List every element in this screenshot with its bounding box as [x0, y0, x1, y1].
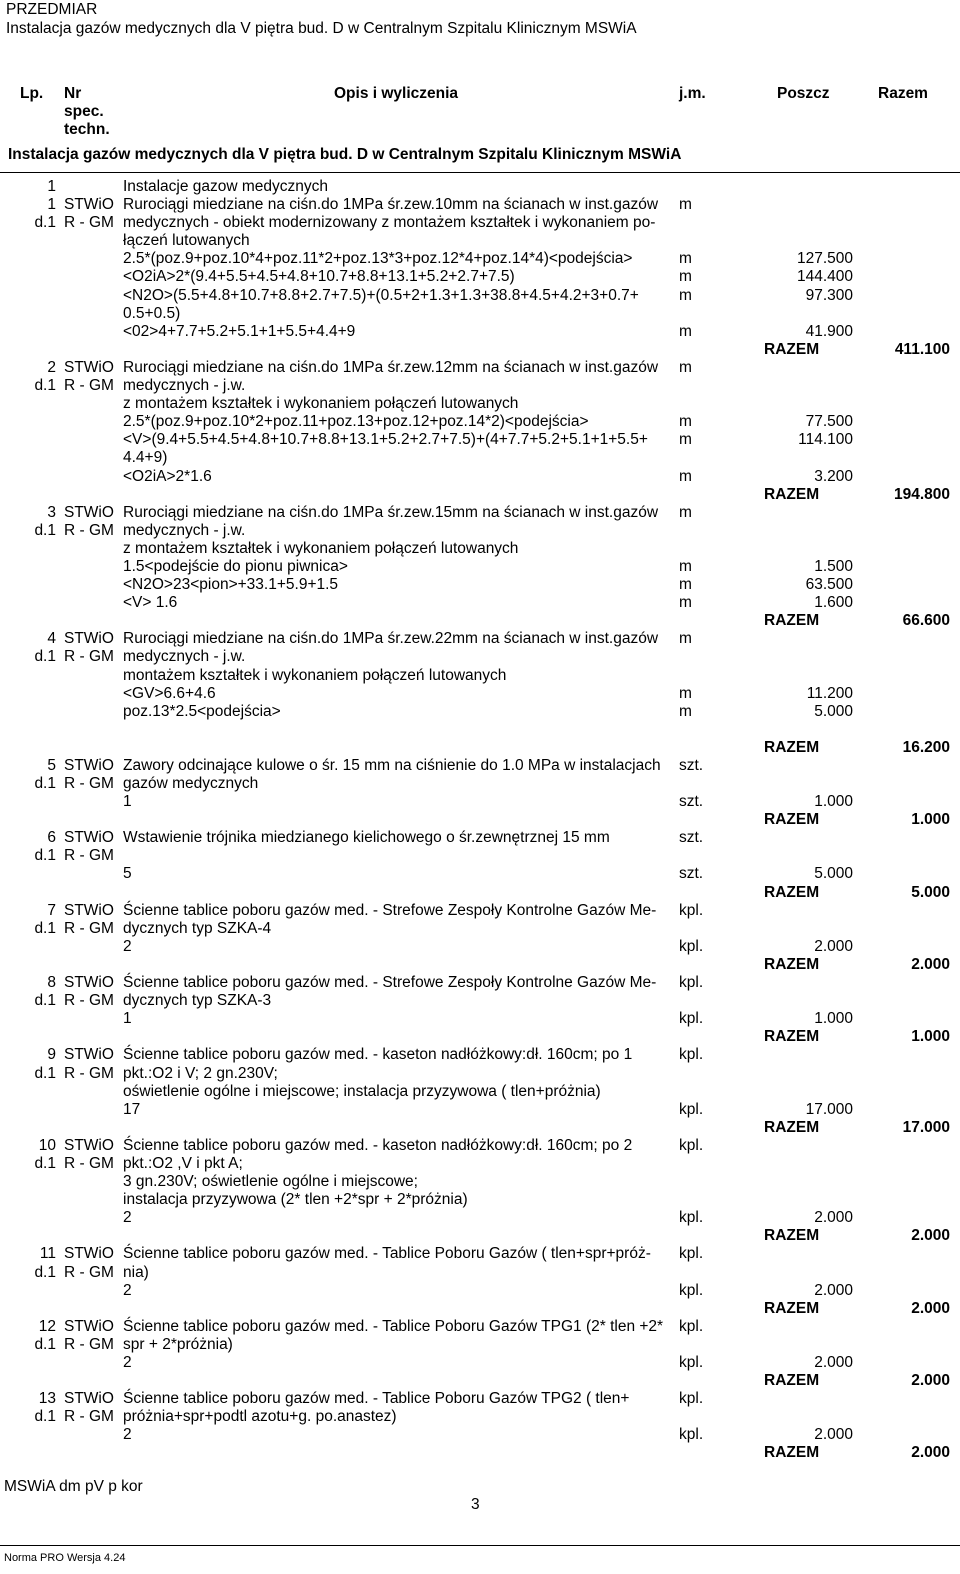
item-total-row: [0, 1444, 960, 1462]
item-number: 3: [47, 503, 56, 521]
item-description: Rurociągi miedziane na ciśn.do 1MPa śr.zew.22mm na ścianach w inst.gazów: [123, 630, 659, 648]
item-description: oświetlenie ogólne i miejscowe; instalacja przyzywowa ( tlen+próżnia): [123, 1082, 601, 1100]
item-description: nia): [123, 1263, 149, 1281]
item-number: 12: [38, 1317, 56, 1335]
item-description: gazów medycznych: [123, 775, 259, 792]
item-unit: kpl.: [679, 974, 704, 992]
item-description: <GV>6.6+4.6: [123, 684, 216, 702]
item-number: d.1: [34, 1064, 56, 1082]
item-total-label: RAZEM: [764, 811, 820, 829]
item-total-value: 2.000: [911, 1444, 950, 1462]
item-total-value: 194.800: [893, 485, 950, 503]
item-unit: kpl.: [679, 1426, 704, 1444]
item-block: [0, 504, 960, 631]
item-number: d.1: [34, 521, 56, 539]
item-line: [0, 757, 960, 775]
item-unit: szt.: [679, 829, 704, 847]
item-line: [0, 522, 960, 540]
item-number: d.1: [34, 919, 56, 937]
item-total-label: RAZEM: [764, 1372, 820, 1390]
item-line: [0, 250, 960, 268]
item-number: d.1: [34, 1154, 56, 1172]
item-total-value: 1.000: [911, 1028, 950, 1046]
item-quantity: 1.500: [814, 557, 853, 575]
item-line: [0, 468, 960, 486]
item-description: medycznych - j.w.: [123, 648, 246, 666]
item-quantity: 1.000: [814, 793, 853, 811]
item-quantity: 5.000: [814, 865, 853, 883]
software-version: Norma PRO Wersja 4.24: [4, 1552, 126, 1564]
item-spec-code: STWiO: [64, 1245, 114, 1263]
item-description: 2: [123, 1354, 132, 1371]
item-line: [0, 1046, 960, 1064]
item-line: [0, 1137, 960, 1155]
item-quantity: 2.000: [814, 1209, 853, 1227]
item-description: łączeń lutowanych: [123, 232, 250, 250]
item-total-row: [0, 1227, 960, 1245]
item-unit: m: [679, 594, 692, 612]
item-line: [0, 775, 960, 793]
item-total-row: [0, 1119, 960, 1137]
item-line: [0, 1245, 960, 1263]
item-number: 7: [47, 901, 56, 919]
item-line: [0, 232, 960, 250]
item-line: [0, 847, 960, 865]
item-total-row: [0, 341, 960, 359]
item-total-label: RAZEM: [764, 738, 820, 756]
item-line: [0, 1318, 960, 1336]
item-spec-code: STWiO: [64, 358, 114, 376]
item-number: 1: [47, 196, 56, 214]
item-number: 5: [47, 756, 56, 774]
item-block: [0, 1137, 960, 1246]
item-line: [0, 1282, 960, 1300]
item-description: pkt.:O2 i V; 2 gn.230V;: [123, 1064, 278, 1082]
item-total-row: [0, 486, 960, 504]
item-unit: m: [679, 250, 692, 268]
item-spec-code: STWiO: [64, 1136, 114, 1154]
item-description: medycznych - j.w.: [123, 377, 246, 395]
item-line: [0, 377, 960, 395]
item-block: [0, 974, 960, 1046]
item-description: 2: [123, 937, 132, 955]
item-number: 8: [47, 974, 56, 992]
item-total-label: RAZEM: [764, 340, 820, 358]
item-line: [0, 287, 960, 305]
item-line: [0, 902, 960, 920]
column-poszcz: Poszcz: [777, 85, 830, 102]
item-total-row: [0, 1372, 960, 1390]
item-total-value: 2.000: [911, 1299, 950, 1317]
item-number: 10: [38, 1136, 56, 1154]
item-line: [0, 413, 960, 431]
item-total-row: [0, 811, 960, 829]
item-spec-code: R - GM: [64, 1335, 114, 1353]
item-spec-code: STWiO: [64, 974, 114, 992]
column-opis: Opis i wyliczenia: [334, 85, 459, 102]
item-description: 3 gn.230V; oświetlenie ogólne i miejscowe;: [123, 1173, 418, 1191]
item-number: 6: [47, 829, 56, 847]
item-spec-code: R - GM: [64, 1408, 114, 1426]
item-description: Instalacje gazow medycznych: [123, 178, 329, 195]
item-description: 2.5*(poz.9+poz.10*2+poz.11+poz.13+poz.12+poz.14*2)<podejścia>: [123, 413, 589, 431]
item-description: 17: [123, 1100, 141, 1118]
item-description: <V>(9.4+5.5+4.5+4.8+10.7+8.8+13.1+5.2+2.7+7.5)+(4+7.7+5.2+5.1+1+5.5+: [123, 431, 648, 449]
item-description: Zawory odcinające kulowe o śr. 15 mm na ciśnienie do 1.0 MPa w instalacjach: [123, 756, 661, 774]
item-unit: m: [679, 503, 692, 521]
item-spec-code: STWiO: [64, 756, 114, 774]
item-line: [0, 431, 960, 449]
item-description: <N2O>(5.5+4.8+10.7+8.8+2.7+7.5)+(0.5+2+1.3+1.3+38.8+4.5+4.2+3+0.7+: [123, 286, 639, 304]
item-total-row: [0, 1300, 960, 1318]
item-block: [0, 1318, 960, 1390]
item-total-label: RAZEM: [764, 1444, 820, 1462]
item-unit: kpl.: [679, 1010, 704, 1028]
item-block: [0, 757, 960, 829]
page-header: [6, 0, 637, 38]
item-quantity: 127.500: [796, 250, 853, 268]
item-description: 2: [123, 1426, 132, 1444]
item-line: [0, 1010, 960, 1028]
item-description: medycznych - j.w.: [123, 521, 246, 539]
item-number: d.1: [34, 1335, 56, 1353]
item-unit: m: [679, 467, 692, 485]
item-total-value: 2.000: [911, 955, 950, 973]
item-spec-code: STWiO: [64, 196, 114, 214]
item-total-label: RAZEM: [764, 485, 820, 503]
item-spec-code: R - GM: [64, 992, 114, 1010]
header-divider: [0, 172, 960, 173]
item-unit: m: [679, 322, 692, 340]
item-description: Rurociągi miedziane na ciśn.do 1MPa śr.zew.15mm na ścianach w inst.gazów: [123, 503, 659, 521]
item-quantity: 2.000: [814, 1354, 853, 1371]
column-nr: Nr: [64, 85, 82, 102]
item-line: [0, 178, 960, 196]
item-unit: m: [679, 630, 692, 648]
item-quantity: 2.000: [814, 1281, 853, 1299]
column-nr-techn: techn.: [64, 121, 110, 138]
item-line: [0, 1209, 960, 1227]
item-number: 9: [47, 1046, 56, 1064]
item-description: Ścienne tablice poboru gazów med. - Strefowe Zespoły Kontrolne Gazów Me-: [123, 974, 657, 992]
item-number: 1: [47, 178, 56, 195]
item-total-value: 2.000: [911, 1372, 950, 1390]
item-unit: m: [679, 431, 692, 449]
item-line: [0, 1065, 960, 1083]
item-description: 0.5+0.5): [123, 304, 181, 322]
item-unit: kpl.: [679, 1046, 704, 1064]
item-spec-code: R - GM: [64, 521, 114, 539]
item-spec-code: R - GM: [64, 775, 114, 792]
item-total-value: 66.600: [902, 612, 950, 630]
item-line: [0, 540, 960, 558]
item-unit: m: [679, 576, 692, 594]
item-spec-code: STWiO: [64, 1390, 114, 1408]
item-description: instalacja przyzywowa (2* tlen +2*spr + 2*próżnia): [123, 1191, 468, 1209]
item-quantity: 114.100: [798, 431, 853, 449]
item-description: dycznych typ SZKA-3: [123, 992, 272, 1010]
item-line: [0, 594, 960, 612]
item-number: d.1: [34, 992, 56, 1010]
item-line: [0, 793, 960, 811]
item-total-label: RAZEM: [764, 1227, 820, 1245]
column-razem: Razem: [878, 85, 928, 102]
item-unit: kpl.: [679, 1317, 704, 1335]
item-quantity: 2.000: [814, 937, 853, 955]
item-unit: szt.: [679, 865, 704, 883]
section-title: Instalacja gazów medycznych dla V piętra bud. D w Centralnym Szpitalu Klinicznym MSWiA: [8, 146, 682, 163]
column-nr-spec: spec.: [64, 103, 104, 120]
item-total-value: 5.000: [911, 883, 950, 901]
item-description: Rurociągi miedziane na ciśn.do 1MPa śr.zew.10mm na ścianach w inst.gazów: [123, 196, 659, 214]
item-number: d.1: [34, 377, 56, 395]
item-spec-code: STWiO: [64, 503, 114, 521]
item-description: 1.5<podejście do pionu piwnica>: [123, 557, 348, 575]
item-block: [0, 902, 960, 974]
item-description: dycznych typ SZKA-4: [123, 919, 272, 937]
item-number: 4: [47, 630, 56, 648]
item-spec-code: R - GM: [64, 919, 114, 937]
item-description: <V> 1.6: [123, 594, 178, 612]
item-unit: kpl.: [679, 937, 704, 955]
item-description: <O2iA>2*1.6: [123, 467, 212, 485]
item-total-value: 1.000: [911, 811, 950, 829]
item-description: <N2O>23<pion>+33.1+5.9+1.5: [123, 576, 339, 594]
item-description: Ścienne tablice poboru gazów med. - Tablice Poboru Gazów TPG1 (2* tlen +2*: [123, 1317, 664, 1335]
item-total-label: RAZEM: [764, 1118, 820, 1136]
item-line: [0, 703, 960, 721]
item-spec-code: R - GM: [64, 1064, 114, 1082]
item-block: [0, 1390, 960, 1462]
item-quantity: 11.200: [806, 684, 853, 702]
item-total-row: [0, 1028, 960, 1046]
item-line: [0, 685, 960, 703]
item-number: 2: [47, 358, 56, 376]
column-jm: j.m.: [679, 85, 706, 102]
item-description: 2: [123, 1281, 132, 1299]
item-line: [0, 558, 960, 576]
item-line: [0, 865, 960, 883]
item-line: [0, 1155, 960, 1173]
item-spec-code: R - GM: [64, 847, 114, 865]
item-description: medycznych - obiekt modernizowany z montażem kształtek i wykonaniem po-: [123, 214, 656, 232]
item-quantity: 144.400: [796, 268, 853, 286]
item-description: Ścienne tablice poboru gazów med. - Tablice Poboru Gazów TPG2 ( tlen+: [123, 1390, 630, 1408]
item-unit: m: [679, 286, 692, 304]
item-line: [0, 630, 960, 648]
item-number: d.1: [34, 1408, 56, 1426]
item-quantity: 2.000: [814, 1426, 853, 1444]
item-number: d.1: [34, 648, 56, 666]
item-total-value: 2.000: [911, 1227, 950, 1245]
item-line: [0, 1426, 960, 1444]
item-description: <O2iA>2*(9.4+5.5+4.5+4.8+10.7+8.8+13.1+5.2+2.7+7.5): [123, 268, 515, 286]
item-spec-code: STWiO: [64, 901, 114, 919]
item-description: pkt.:O2 ,V i pkt A;: [123, 1154, 243, 1172]
item-total-value: 411.100: [894, 340, 950, 358]
item-quantity: 77.500: [805, 413, 853, 431]
item-line: [0, 196, 960, 214]
item-description: z montażem kształtek i wykonaniem połączeń lutowanych: [123, 395, 519, 413]
item-spec-code: STWiO: [64, 630, 114, 648]
item-block: [0, 359, 960, 504]
item-unit: kpl.: [679, 1245, 704, 1263]
item-number: 11: [39, 1245, 56, 1263]
item-description: 4.4+9): [123, 449, 168, 467]
footer-divider: [0, 1545, 960, 1546]
item-number: d.1: [34, 1263, 56, 1281]
item-spec-code: STWiO: [64, 1046, 114, 1064]
item-number: d.1: [34, 847, 56, 865]
item-line: [0, 305, 960, 323]
item-unit: m: [679, 684, 692, 702]
item-unit: kpl.: [679, 1354, 704, 1371]
item-unit: m: [679, 702, 692, 720]
item-unit: kpl.: [679, 1390, 704, 1408]
item-unit: m: [679, 413, 692, 431]
item-spec-code: STWiO: [64, 1317, 114, 1335]
item-line: [0, 449, 960, 467]
item-line: [0, 974, 960, 992]
item-description: Wstawienie trójnika miedzianego kielichowego o śr.zewnętrznej 15 mm: [123, 829, 610, 847]
item-spec-code: STWiO: [64, 829, 114, 847]
item-line: [0, 1101, 960, 1119]
item-line: [0, 1408, 960, 1426]
item-spec-code: R - GM: [64, 1154, 114, 1172]
item-unit: szt.: [679, 793, 704, 811]
item-line: [0, 1354, 960, 1372]
item-description: Ścienne tablice poboru gazów med. - Tablice Poboru Gazów ( tlen+spr+próż-: [123, 1245, 651, 1263]
item-quantity: 1.000: [814, 1010, 853, 1028]
item-block: [0, 1046, 960, 1136]
item-total-row: [0, 739, 960, 757]
item-unit: m: [679, 196, 692, 214]
item-description: poz.13*2.5<podejścia>: [123, 702, 281, 720]
item-line: [0, 359, 960, 377]
item-line: [0, 214, 960, 232]
item-description: spr + 2*próżnia): [123, 1335, 233, 1353]
item-line: [0, 920, 960, 938]
item-line: [0, 1173, 960, 1191]
item-quantity: 63.500: [805, 576, 853, 594]
footer-label: MSWiA dm pV p kor: [4, 1478, 143, 1495]
item-line: [0, 667, 960, 685]
item-spec-code: R - GM: [64, 648, 114, 666]
item-quantity: 17.000: [805, 1100, 853, 1118]
column-lp: Lp.: [20, 85, 44, 102]
item-description: próżnia+spr+podtl azotu+g. po.anastez): [123, 1408, 397, 1426]
item-line: [0, 1336, 960, 1354]
item-unit: kpl.: [679, 1209, 704, 1227]
item-block: [0, 178, 960, 359]
item-description: 1: [123, 1010, 132, 1028]
item-quantity: 1.600: [814, 594, 853, 612]
item-quantity: 41.900: [805, 322, 853, 340]
item-description: Ścienne tablice poboru gazów med. - kaseton nadłóżkowy:dł. 160cm; po 1: [123, 1046, 633, 1064]
item-spec-code: R - GM: [64, 214, 114, 232]
item-block: [0, 829, 960, 901]
item-unit: kpl.: [679, 1136, 704, 1154]
item-unit: szt.: [679, 756, 704, 774]
item-description: 5: [123, 865, 132, 883]
item-line: [0, 938, 960, 956]
item-quantity: 5.000: [814, 702, 853, 720]
document-type: PRZEDMIAR: [6, 1, 98, 18]
item-unit: m: [679, 358, 692, 376]
item-total-row: [0, 884, 960, 902]
item-total-row: [0, 612, 960, 630]
item-description: 2.5*(poz.9+poz.10*4+poz.11*2+poz.13*3+poz.12*4+poz.14*4)<podejścia>: [123, 250, 633, 268]
item-description: z montażem kształtek i wykonaniem połączeń lutowanych: [123, 539, 519, 557]
item-total-row: [0, 956, 960, 974]
item-description: 1: [123, 793, 132, 811]
item-line: [0, 576, 960, 594]
item-total-label: RAZEM: [764, 955, 820, 973]
item-number: d.1: [34, 214, 56, 232]
item-spec-code: R - GM: [64, 1263, 114, 1281]
item-unit: m: [679, 557, 692, 575]
project-title: Instalacja gazów medycznych dla V piętra bud. D w Centralnym Szpitalu Klinicznym MSWiA: [6, 20, 637, 37]
item-total-value: 17.000: [902, 1118, 950, 1136]
item-unit: kpl.: [679, 1281, 704, 1299]
item-description: 2: [123, 1209, 132, 1227]
item-line: [0, 1390, 960, 1408]
item-line: [0, 1083, 960, 1101]
item-line: [0, 268, 960, 286]
item-line: [0, 1264, 960, 1282]
item-total-label: RAZEM: [764, 1299, 820, 1317]
item-line: [0, 1191, 960, 1209]
item-line: [0, 504, 960, 522]
item-line: [0, 323, 960, 341]
item-line: [0, 992, 960, 1010]
item-quantity: 3.200: [814, 467, 853, 485]
item-spec-code: R - GM: [64, 377, 114, 395]
item-number: 13: [38, 1390, 56, 1408]
page-number: 3: [471, 1496, 480, 1513]
item-block: [0, 1245, 960, 1317]
item-description: montażem kształtek i wykonaniem połączeń lutowanych: [123, 666, 507, 684]
item-total-label: RAZEM: [764, 883, 820, 901]
item-unit: m: [679, 268, 692, 286]
item-total-label: RAZEM: [764, 1028, 820, 1046]
item-description: Ścienne tablice poboru gazów med. - Strefowe Zespoły Kontrolne Gazów Me-: [123, 901, 657, 919]
items-list: [0, 178, 960, 1463]
item-line: [0, 721, 960, 739]
item-line: [0, 648, 960, 666]
item-description: Ścienne tablice poboru gazów med. - kaseton nadłóżkowy:dł. 160cm; po 2: [123, 1136, 633, 1154]
item-block: [0, 630, 960, 757]
item-number: d.1: [34, 775, 56, 792]
item-line: [0, 829, 960, 847]
item-quantity: 97.300: [805, 286, 853, 304]
item-total-label: RAZEM: [764, 612, 820, 630]
item-description: Rurociągi miedziane na ciśn.do 1MPa śr.zew.12mm na ścianach w inst.gazów: [123, 358, 659, 376]
item-description: <02>4+7.7+5.2+5.1+1+5.5+4.4+9: [123, 322, 356, 340]
item-unit: kpl.: [679, 1100, 704, 1118]
item-total-value: 16.200: [902, 738, 950, 756]
item-unit: kpl.: [679, 901, 704, 919]
item-line: [0, 395, 960, 413]
